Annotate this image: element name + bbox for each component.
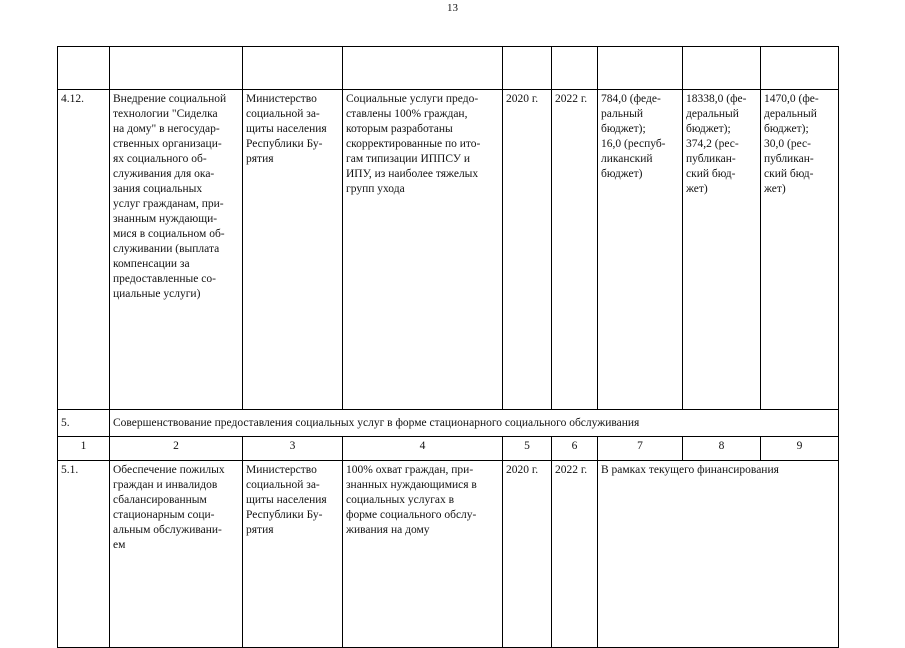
empty-cell xyxy=(503,47,552,90)
empty-cell xyxy=(552,47,598,90)
column-number: 9 xyxy=(761,437,839,461)
program-table xyxy=(57,46,839,648)
empty-cell xyxy=(58,47,110,90)
start-year: 2020 г. xyxy=(503,90,552,410)
column-number-row xyxy=(58,437,839,461)
item-number: 5.1. xyxy=(58,461,110,648)
column-number: 2 xyxy=(110,437,243,461)
empty-cell xyxy=(343,47,503,90)
end-year: 2022 г. xyxy=(552,90,598,410)
financing-col8: 18338,0 (фе- деральный бюджет); 374,2 (рес- публикан- ский бюд- жет) xyxy=(683,90,761,410)
section-row xyxy=(58,410,839,437)
financing-col7: 784,0 (феде- ральный бюджет); 16,0 (респуб- ликанский бюджет) xyxy=(598,90,683,410)
page-number: 13 xyxy=(447,2,458,14)
measure-name: Обеспечение пожилых граждан и инвалидов сбалансированным стационарным соци- альным обслуживани- ем xyxy=(110,461,243,648)
table-row xyxy=(58,90,839,410)
expected-result: 100% охват граждан, при- знанных нуждающимися в социальных услугах в форме социального обслу- живания на дому xyxy=(343,461,503,648)
executor: Министерство социальной за- щиты населения Республики Бу- рятия xyxy=(243,90,343,410)
empty-cell xyxy=(243,47,343,90)
executor: Министерство социальной за- щиты населения Республики Бу- рятия xyxy=(243,461,343,648)
section-number: 5. xyxy=(58,410,110,437)
empty-cell xyxy=(110,47,243,90)
column-number: 3 xyxy=(243,437,343,461)
column-number: 5 xyxy=(503,437,552,461)
column-number: 6 xyxy=(552,437,598,461)
empty-cell xyxy=(683,47,761,90)
continuation-row xyxy=(58,47,839,90)
empty-cell xyxy=(761,47,839,90)
column-number: 4 xyxy=(343,437,503,461)
table-row xyxy=(58,461,839,648)
expected-result: Социальные услуги предо- ставлены 100% граждан, которым разработаны скорректированные по ито- гам типизации ИППСУ и ИПУ, из наиболее тяжелых групп ухода xyxy=(343,90,503,410)
financing-col9: 1470,0 (фе- деральный бюджет); 30,0 (рес- публикан- ский бюд- жет) xyxy=(761,90,839,410)
measure-name: Внедрение социальной технологии "Сиделка на дому" в негосудар- ственных организаци- ях социального об- служивания для ока- зания социальных услуг гражданам, при- знанным нуждающи- мися в социальном об- служивании (выплата компенсации за предоставленные со- циальные услуги) xyxy=(110,90,243,410)
section-title: Совершенствование предоставления социальных услуг в форме стационарного социального обслуживания xyxy=(110,410,839,437)
item-number: 4.12. xyxy=(58,90,110,410)
start-year: 2020 г. xyxy=(503,461,552,648)
end-year: 2022 г. xyxy=(552,461,598,648)
column-number: 8 xyxy=(683,437,761,461)
column-number: 1 xyxy=(58,437,110,461)
financing: В рамках текущего финансирования xyxy=(598,461,839,648)
column-number: 7 xyxy=(598,437,683,461)
empty-cell xyxy=(598,47,683,90)
